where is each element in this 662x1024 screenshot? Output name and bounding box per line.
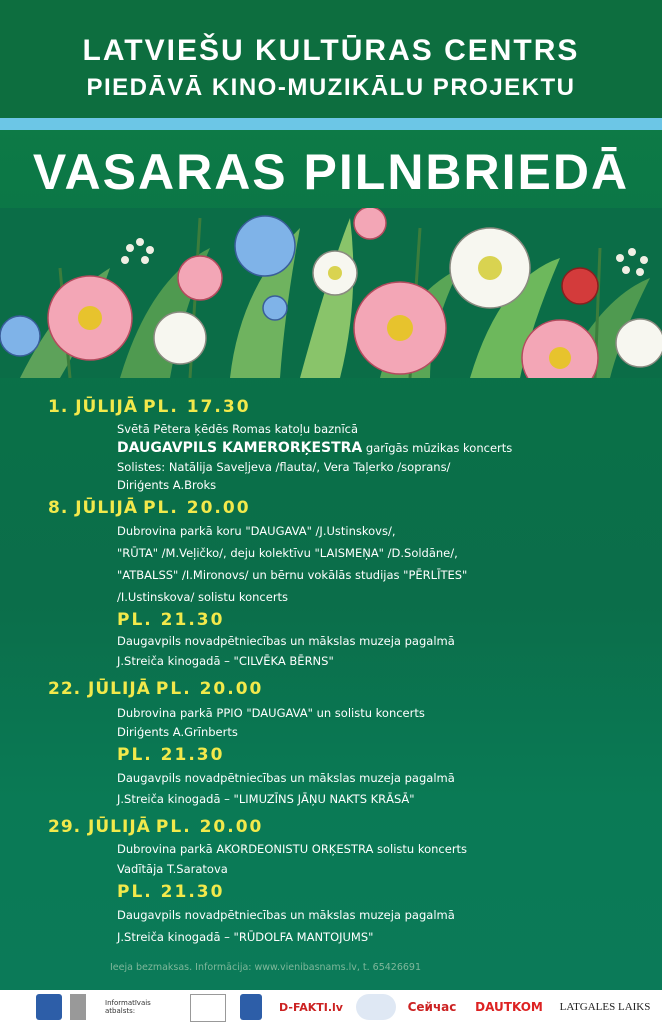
event-line: Svētā Pētera ķēdēs Romas katoļu baznīcā xyxy=(117,422,359,436)
event-time-2: PL. 21.30 xyxy=(117,610,225,630)
blue-stripe xyxy=(0,118,662,130)
event-line: "RŪTA" /M.Veļičko/, deju kolektīvu "LAISMEŅA" /D.Soldāne/, xyxy=(117,546,458,560)
poster-title: VASARAS PILNBRIEDĀ xyxy=(32,144,630,200)
event-line: DAUGAVPILS KAMERORĶESTRA garīgās mūzikas koncerts xyxy=(117,440,513,456)
flower-illustration xyxy=(0,208,662,378)
entry-info: Ieeja bezmaksas. Informācija: www.vienibasnams.lv, t. 65426691 xyxy=(110,962,422,973)
dfakti-logo: D-FAKTI.lv xyxy=(279,1000,343,1014)
event-line: Diriģents A.Grīnberts xyxy=(117,725,238,739)
event-3 xyxy=(48,679,263,699)
dautkom-logo: DAUTKOM xyxy=(475,1000,543,1014)
event-line: Daugavpils novadpētniecības un mākslas muzeja pagalmā xyxy=(117,634,455,648)
event-4 xyxy=(48,817,263,837)
event-date: 8. JŪLIJĀ xyxy=(48,498,138,518)
building-icon xyxy=(70,994,86,1020)
support-label: Informatīvais atbalsts: xyxy=(105,999,151,1015)
globe-logo-icon xyxy=(356,994,396,1020)
event-2 xyxy=(48,498,251,518)
event-time: PL. 20.00 xyxy=(155,679,264,699)
event-line: Dubrovina parkā AKORDEONISTU ORĶESTRA solistu koncerts xyxy=(117,842,468,856)
event-line: J.Streiča kinogadā – "LIMUZĪNS JĀŅU NAKTS KRĀSĀ" xyxy=(117,792,415,806)
organizer-heading: LATVIEŠU KULTŪRAS CENTRS xyxy=(82,34,580,67)
kultura-logo-icon xyxy=(190,994,226,1022)
event-time: PL. 20.00 xyxy=(143,498,251,518)
seichas-logo: Сейчас xyxy=(407,1000,457,1014)
event-time-2: PL. 21.30 xyxy=(117,882,225,902)
event-time-2: PL. 21.30 xyxy=(117,745,225,765)
event-line: Daugavpils novadpētniecības un mākslas muzeja pagalmā xyxy=(117,908,455,922)
latgales-laiks-logo: LATGALES LAIKS xyxy=(559,1001,651,1013)
event-line: J.Streiča kinogadā – "RŪDOLFA MANTOJUMS" xyxy=(117,930,374,944)
sponsor-logo-strip xyxy=(0,990,662,1024)
event-date: 1. JŪLIJĀ xyxy=(48,397,138,417)
event-line: Diriģents A.Broks xyxy=(117,478,217,492)
event-line: /I.Ustinskova/ solistu koncerts xyxy=(117,590,289,604)
event-line: Vadītāja T.Saratova xyxy=(117,862,228,876)
crest-icon xyxy=(240,994,262,1020)
event-date: 29. JŪLIJĀ xyxy=(48,817,151,837)
event-line: Dubrovina parkā PPIO "DAUGAVA" un solistu koncerts xyxy=(117,706,425,720)
event-time: PL. 20.00 xyxy=(155,817,264,837)
subtitle-heading: PIEDĀVĀ KINO-MUZIKĀLU PROJEKTU xyxy=(86,74,576,101)
event-line: Dubrovina parkā koru "DAUGAVA" /J.Ustinskovs/, xyxy=(117,524,396,538)
event-time: PL. 17.30 xyxy=(143,397,251,417)
event-line: J.Streiča kinogadā – "CILVĒKA BĒRNS" xyxy=(117,654,334,668)
event-line: Daugavpils novadpētniecības un mākslas muzeja pagalmā xyxy=(117,771,455,785)
event-line: Solistes: Natālija Saveļjeva /flauta/, Vera Taļerko /soprans/ xyxy=(117,460,451,474)
coat-of-arms-icon xyxy=(36,994,62,1020)
event-1 xyxy=(48,397,251,417)
event-line: "ATBALSS" /I.Mironovs/ un bērnu vokālās studijas "PĒRLĪTES" xyxy=(117,568,468,582)
event-date: 22. JŪLIJĀ xyxy=(48,679,151,699)
